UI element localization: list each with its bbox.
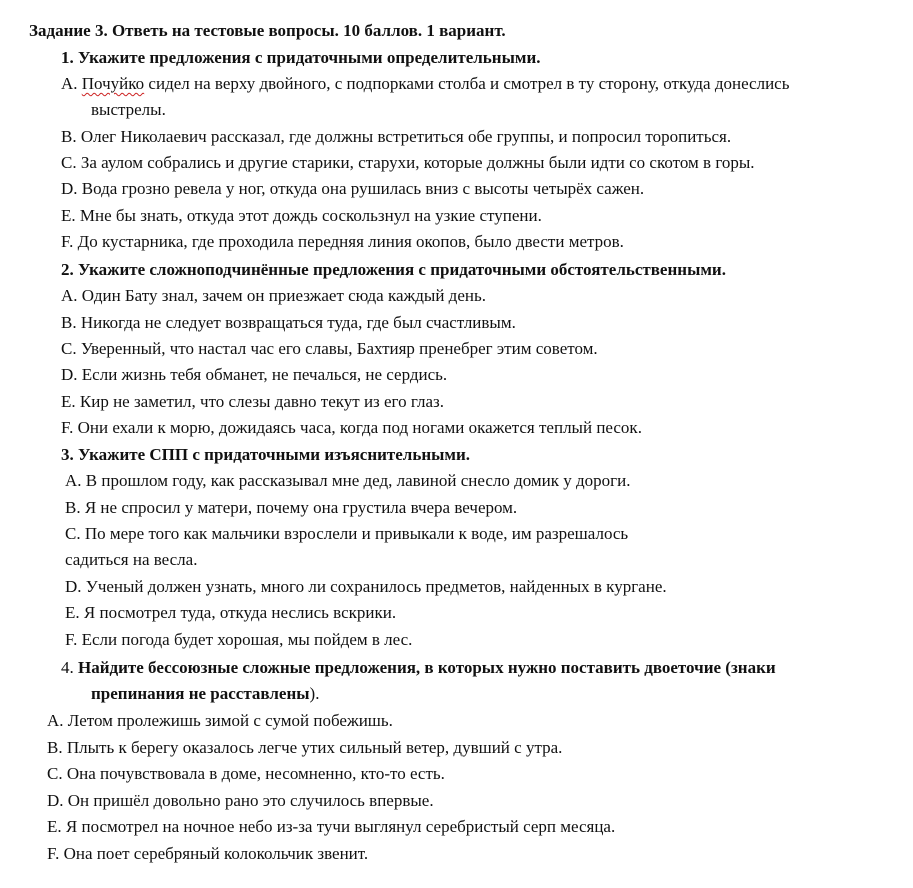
question-2: 2. Укажите сложноподчинённые предложения с придаточными обстоятельственными. (61, 260, 726, 279)
q2-option-e: E. Кир не заметил, что слезы давно текут из его глаз. (61, 392, 444, 411)
q3-option-c-continuation: садиться на весла. (65, 550, 198, 569)
q4-option-f: F. Она поет серебряный колокольчик звенит. (47, 844, 369, 863)
q1-option-c: C. За аулом собрались и другие старики, старухи, которые должны были идти со скотом в горы. (61, 153, 755, 172)
q2-option-b: B. Никогда не следует возвращаться туда, где был счастливым. (61, 313, 516, 332)
q4-option-d: D. Он пришёл довольно рано это случилось впервые. (47, 791, 434, 810)
spellcheck-word: Почуйко (81, 74, 145, 93)
q2-option-a: A. Один Бату знал, зачем он приезжает сюда каждый день. (61, 286, 486, 305)
q3-option-a: A. В прошлом году, как рассказывал мне дед, лавиной снесло домик у дороги. (65, 471, 631, 490)
q4-option-b: B. Плыть к берегу оказалось легче утих сильный ветер, дувший с утра. (47, 738, 563, 757)
q1-option-d: D. Вода грозно ревела у ног, откуда она рушилась вниз с высоты четырёх сажен. (61, 179, 645, 198)
q3-option-e: E. Я посмотрел туда, откуда неслись вскрики. (65, 603, 397, 622)
q2-option-c: C. Уверенный, что настал час его славы, Бахтияр пренебрег этим советом. (61, 339, 598, 358)
q1-option-e: E. Мне бы знать, откуда этот дождь соскользнул на узкие ступени. (61, 206, 542, 225)
q1-option-a-continuation: выстрелы. (91, 100, 166, 119)
q3-option-c: C. По мере того как мальчики взрослели и привыкали к воде, им разрешалось (65, 524, 629, 543)
q1-option-a (61, 73, 789, 95)
q3-option-d: D. Ученый должен узнать, много ли сохранилось предметов, найденных в кургане. (65, 577, 667, 596)
q1-option-a-prefix: A. (61, 74, 82, 93)
q2-option-f: F. Они ехали к морю, дожидаясь часа, когда под ногами окажется теплый песок. (61, 418, 642, 437)
question-4-text: Найдите бессоюзные сложные предложения, в которых нужно поставить двоеточие (знаки (78, 658, 776, 677)
q3-option-f: F. Если погода будет хорошая, мы пойдем в лес. (65, 630, 413, 649)
question-4-text-cont: препинания не расставлены (91, 684, 310, 703)
q1-option-b: B. Олег Николаевич рассказал, где должны встретиться обе группы, и попросил торопиться. (61, 127, 732, 146)
q3-option-b: B. Я не спросил у матери, почему она грустила вчера вечером. (65, 498, 518, 517)
q1-option-f: F. До кустарника, где проходила передняя линия окопов, было двести метров. (61, 232, 624, 251)
q4-option-a: A. Летом пролежишь зимой с сумой побежишь. (47, 711, 393, 730)
question-4-continuation (91, 683, 319, 705)
question-3: 3. Укажите СПП с придаточными изъяснительными. (61, 445, 471, 464)
question-4-text-end: ). (309, 684, 320, 703)
q4-option-e: E. Я посмотрел на ночное небо из-за тучи выглянул серебристый серп месяца. (47, 817, 616, 836)
question-1: 1. Укажите предложения с придаточными определительными. (61, 48, 541, 67)
question-4 (61, 657, 776, 679)
assignment-title: Задание 3. Ответь на тестовые вопросы. 10 баллов. 1 вариант. (29, 21, 506, 40)
q2-option-d: D. Если жизнь тебя обманет, не печалься, не сердись. (61, 365, 448, 384)
q4-option-c: C. Она почувствовала в доме, несомненно, кто-то есть. (47, 764, 445, 783)
q1-option-a-text: сидел на верху двойного, с подпорками столба и смотрел в ту сторону, откуда донеслись (144, 74, 790, 93)
question-4-number: 4. (61, 658, 78, 677)
